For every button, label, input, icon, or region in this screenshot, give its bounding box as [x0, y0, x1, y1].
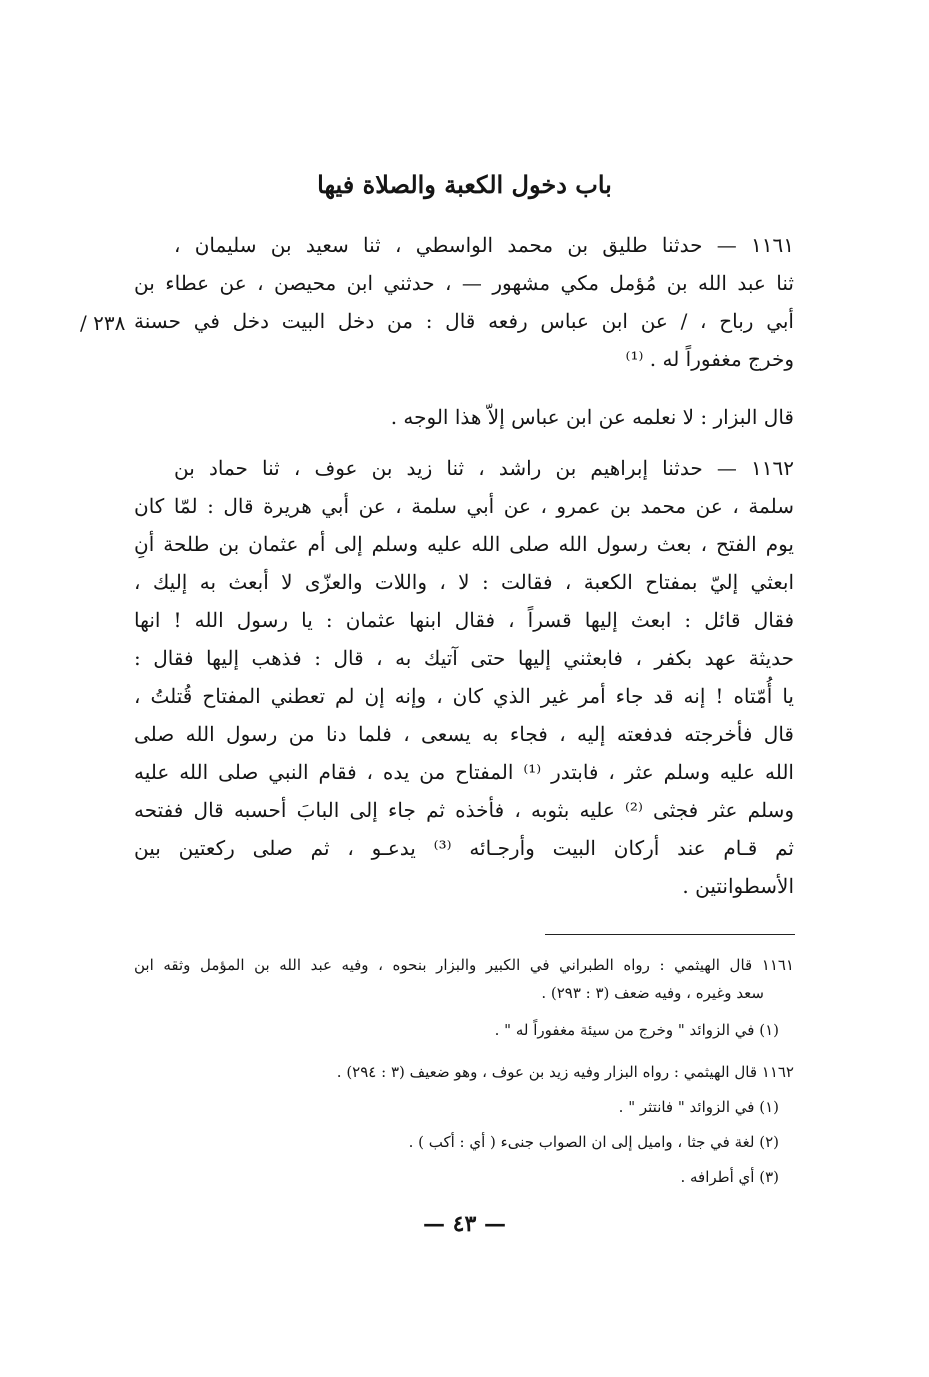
body-line: يا أُمّتاه ! إنه قد جاء أمر غير الذي كان ، وإنه إن لم تعطني المفتاح قُتلتُ ، [134, 684, 795, 708]
body-line: حديثة عهد بكفر ، فابعثني إليها حتى آتيك به ، قال : فذهب إليها فقال : [134, 646, 794, 670]
chapter-title: باب دخول الكعبة والصلاة فيها [317, 170, 612, 199]
body-line: وخرج مغفوراً له . ⁽¹⁾ [625, 347, 794, 371]
footnote-line: سعد وغيره ، وفيه ضعف (٣ : ٢٩٣) . [541, 984, 764, 1002]
body-line: ١١٦٢ — حدثنا إبراهيم بن راشد ، ثنا زيد بن عوف ، ثنا حماد بن [174, 456, 794, 480]
body-line: أبي رباح ، / عن ابن عباس رفعه قال : من دخل البيت دخل في حسنة [134, 309, 794, 333]
body-line: ثنا عبد الله بن مُؤمل مكي مشهور — ، حدثني ابن محيصن ، عن عطاء بن [134, 271, 794, 295]
page-number: — ٤٣ — [423, 1211, 506, 1237]
footnote-line: (٣) أي أطرافه . [680, 1168, 779, 1186]
footnote-line: ١١٦١ قال الهيثمي : رواه الطبراني في الكبير والبزار بنحوه ، وفيه عبد الله بن المؤمل وثقه ابن [134, 956, 794, 974]
body-line: الله عليه وسلم عثر ، فابتدر ⁽¹⁾ المفتاح من يده ، فقام النبي صلى الله عليه [134, 760, 794, 784]
body-line: قال فأخرجته فدفعته إليه ، فجاء به يسعى ، فلما دنا من رسول الله صلى [134, 722, 794, 746]
footnote-line: (١) في الزوائد " فانتثر " . [618, 1098, 779, 1116]
body-line: يوم الفتح ، بعث رسول الله صلى الله عليه وسلم إلى أم عثمان بن طلحة أنِ [134, 532, 794, 556]
body-line: وسلم عثر فجثى ⁽²⁾ عليه بثوبه ، فأخذه ثم جاء إلى البابَ أحسبه قال ففتحه [134, 798, 795, 822]
footnote-separator [545, 934, 795, 935]
body-line: ثم قـام عند أركان البيت وأرجـائه ⁽³⁾ يدعـو ، ثم صلى ركعتين بين [134, 836, 794, 860]
footnote-line: (٢) لغة في جثا ، واميل إلى ان الصواب جنىء ( أي : أكب ) . [408, 1133, 779, 1151]
body-line: سلمة ، عن محمد بن عمرو ، عن أبي سلمة ، عن أبي هريرة قال : لمّا كان [134, 494, 794, 518]
footnote-line: (١) في الزوائد " وخرج من سيئة مغفوراً له " . [494, 1021, 779, 1039]
footnote-line: ١١٦٢ قال الهيثمي : رواه البزار وفيه زيد بن عوف ، وهو ضعيف (٣ : ٢٩٤) . [336, 1063, 794, 1081]
body-line: ١١٦١ — حدثنا طليق بن محمد الواسطي ، ثنا سعيد بن سليمان ، [174, 233, 794, 257]
body-line: الأسطوانتين . [682, 874, 794, 898]
body-line: ابعثي إليّ بمفتاح الكعبة ، فقالت : لا ، واللات والعزّى لا أبعث به إليك ، [134, 570, 794, 594]
body-line: قال البزار : لا نعلمه عن ابن عباس إلاّ هذا الوجه . [390, 405, 794, 429]
body-line: فقال قائل : ابعث إليها قسراً ، فقال ابنها عثمان : يا رسول الله ! انها [134, 608, 794, 632]
page-reference-marker: ٢٣٨ / [80, 311, 126, 335]
